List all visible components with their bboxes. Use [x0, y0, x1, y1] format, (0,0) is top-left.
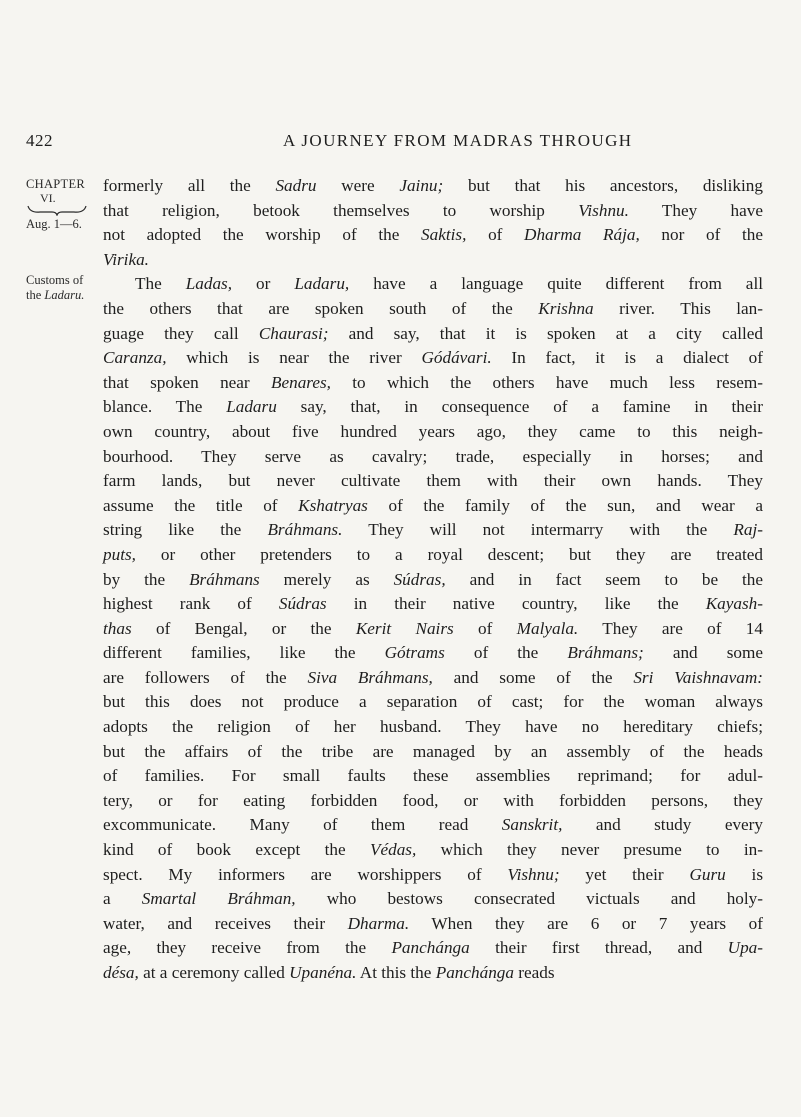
italic-term: Sri Vaishnavam: — [633, 667, 763, 687]
text-run: of the — [444, 643, 568, 663]
text-run: different families, like the — [103, 643, 385, 663]
text-run: string like the — [103, 520, 268, 540]
text-run: who bestows consecrated victuals and holy- — [295, 889, 763, 909]
text-run: at a ceremony called — [138, 963, 290, 982]
margin-note-line2: the — [26, 288, 42, 302]
italic-term: Gótrams — [384, 643, 445, 663]
italic-term: Krishna — [538, 298, 594, 318]
text-line — [103, 863, 763, 888]
italic-term: Guru — [689, 864, 726, 884]
text-run: have a language quite different from all — [349, 274, 763, 294]
text-run: In fact, it is a dialect of — [491, 348, 763, 368]
text-line — [103, 445, 763, 470]
text-run: farm lands, but never cultivate them with their own hands. They — [103, 471, 763, 491]
text-line — [103, 494, 763, 519]
text-run: of — [453, 618, 517, 638]
text-run: They will not intermarry with the — [342, 520, 734, 540]
text-line — [103, 764, 763, 789]
text-run: adopts the religion of her husband. They have no hereditary chiefs; — [103, 717, 763, 737]
italic-term: thas — [103, 618, 132, 638]
text-run: water, and receives their — [103, 913, 348, 933]
margin-chapter-number: VI. — [40, 191, 56, 205]
text-run: yet their — [559, 864, 690, 884]
margin-date: Aug. 1—6. — [26, 217, 82, 231]
italic-term: Bráhmans. — [267, 520, 343, 540]
text-run: of — [466, 225, 525, 245]
text-run: and some — [643, 643, 763, 663]
text-run: which they never presume to in- — [416, 840, 763, 860]
text-run: the others that are spoken south of the — [103, 298, 539, 318]
text-run: say, that, in consequence of a famine in their — [276, 397, 763, 417]
text-line — [103, 518, 763, 543]
text-run: guage they call — [103, 323, 259, 343]
text-line — [103, 641, 763, 666]
text-run: which is near the river — [166, 348, 422, 368]
text-run: but this does not produce a separation of cast; for the woman always — [103, 692, 763, 712]
text-line — [103, 469, 763, 494]
text-run: They have — [628, 200, 763, 220]
page-number: 422 — [26, 131, 53, 150]
italic-term: Bráhmans; — [567, 643, 644, 663]
text-run: of families. For small faults these assemblies reprimand; for adul- — [103, 766, 763, 786]
text-run: spect. My informers are worshippers of — [103, 864, 508, 884]
text-run: or other pretenders to a royal descent; but they are treated — [135, 544, 763, 564]
text-line — [103, 740, 763, 765]
text-line — [103, 371, 763, 396]
italic-term: Bráhmans — [189, 569, 260, 589]
text-run: reads — [514, 963, 555, 982]
italic-term: Kshatryas — [298, 495, 368, 515]
text-run: They are of 14 — [578, 618, 763, 638]
italic-term: puts, — [103, 544, 136, 564]
text-line — [103, 592, 763, 617]
text-run: When they are 6 or 7 years of — [409, 913, 763, 933]
italic-term: Virika. — [103, 249, 149, 269]
italic-term: Dharma. — [347, 913, 410, 933]
text-line — [103, 346, 763, 371]
italic-term: Panchánga — [435, 963, 514, 982]
text-run: are followers of the — [103, 667, 308, 687]
text-run: At this the — [356, 963, 436, 982]
italic-term: Smartal Bráhman, — [141, 889, 296, 909]
margin-chapter-label: CHAPTER — [26, 177, 86, 191]
italic-term: Súdras — [278, 594, 327, 614]
text-run: kind of book except the — [103, 840, 370, 860]
text-run: and study every — [562, 815, 763, 835]
text-run: The — [135, 274, 186, 294]
text-run: by the — [103, 569, 190, 589]
italic-term: Raj- — [733, 520, 763, 540]
text-run: highest rank of — [103, 594, 279, 614]
text-line — [103, 543, 763, 568]
text-run: that spoken near — [103, 372, 271, 392]
text-line — [103, 420, 763, 445]
italic-term: Kerit Nairs — [355, 618, 454, 638]
italic-term: Siva Bráhmans, — [307, 667, 433, 687]
text-line — [103, 838, 763, 863]
text-run: assume the title of — [103, 495, 299, 515]
italic-term: Upanéna. — [289, 963, 357, 982]
text-run: and some of the — [432, 667, 634, 687]
running-head: A JOURNEY FROM MADRAS THROUGH — [283, 131, 633, 150]
margin-note-line1: Customs of — [26, 273, 84, 287]
text-run: not adopted the worship of the — [103, 225, 422, 245]
text-line — [103, 912, 763, 937]
text-run: river. This lan- — [593, 298, 764, 318]
text-line — [103, 174, 763, 199]
text-line — [103, 322, 763, 347]
italic-term: Saktis, — [421, 225, 467, 245]
text-run: but the affairs of the tribe are managed by an assembly of the heads — [103, 741, 763, 761]
text-line — [103, 715, 763, 740]
text-run: merely as — [259, 569, 394, 589]
text-run: a — [103, 889, 142, 909]
italic-term: Ladaru, — [294, 274, 350, 294]
text-run: in their native country, like the — [326, 594, 706, 614]
text-run: and in fact seem to be the — [445, 569, 764, 589]
text-run: bourhood. They serve as cavalry; trade, especially in horses; and — [103, 446, 763, 466]
text-run: age, they receive from the — [103, 938, 392, 958]
italic-term: Sadru — [275, 176, 317, 195]
text-run: tery, or for eating forbidden food, or with forbidden persons, they — [103, 790, 763, 810]
margin-section-note — [26, 273, 88, 303]
italic-term: Chaurasi; — [258, 323, 329, 343]
text-line — [103, 568, 763, 593]
italic-term: Dharma Rája, — [524, 225, 640, 245]
text-run: but that his ancestors, disliking — [443, 176, 763, 195]
text-run: their first thread, and — [469, 938, 728, 958]
text-line — [103, 666, 763, 691]
text-line — [103, 395, 763, 420]
text-run: and say, that it is spoken at a city called — [328, 323, 763, 343]
text-line — [103, 690, 763, 715]
text-run: blance. The — [103, 397, 227, 417]
text-line — [103, 248, 763, 273]
italic-term: Vishnu; — [507, 864, 560, 884]
italic-term: Gódávari. — [421, 348, 492, 368]
italic-term: Vishnu. — [578, 200, 629, 220]
italic-term: Upa- — [727, 938, 763, 958]
text-line — [103, 961, 763, 986]
text-run: own country, about five hundred years ago, they came to this neigh- — [103, 421, 763, 441]
text-line — [103, 887, 763, 912]
italic-term: Jainu; — [399, 176, 444, 195]
italic-term: désa, — [103, 963, 139, 982]
italic-term: Sanskrit, — [501, 815, 563, 835]
text-line — [103, 617, 763, 642]
text-run: were — [316, 176, 400, 195]
text-run: of the family of the sun, and wear a — [367, 495, 763, 515]
text-line — [103, 789, 763, 814]
italic-term: Malyala. — [516, 618, 579, 638]
text-line — [103, 199, 763, 224]
text-run: to which the others have much less resem- — [330, 372, 763, 392]
text-run: that religion, betook themselves to worship — [103, 200, 579, 220]
text-line — [103, 223, 763, 248]
text-run: or — [232, 274, 295, 294]
text-line — [103, 936, 763, 961]
italic-term: Ladaru — [226, 397, 277, 417]
body-text — [103, 174, 763, 986]
text-run: formerly all the — [103, 176, 276, 195]
text-run: excommunicate. Many of them read — [103, 815, 502, 835]
text-line — [103, 272, 763, 297]
italic-term: Benares, — [270, 372, 331, 392]
italic-term: Kayash- — [705, 594, 763, 614]
text-line — [103, 297, 763, 322]
text-run: of Bengal, or the — [131, 618, 356, 638]
italic-term: Ladas, — [185, 274, 233, 294]
italic-term: Caranza, — [103, 348, 167, 368]
italic-term: Súdras, — [393, 569, 446, 589]
text-run: nor of the — [639, 225, 763, 245]
italic-term: Panchánga — [391, 938, 470, 958]
margin-note-italic: Ladaru. — [44, 288, 85, 302]
brace-ornament-icon — [26, 204, 88, 216]
text-run: is — [725, 864, 764, 884]
text-line — [103, 813, 763, 838]
italic-term: Védas, — [369, 840, 417, 860]
